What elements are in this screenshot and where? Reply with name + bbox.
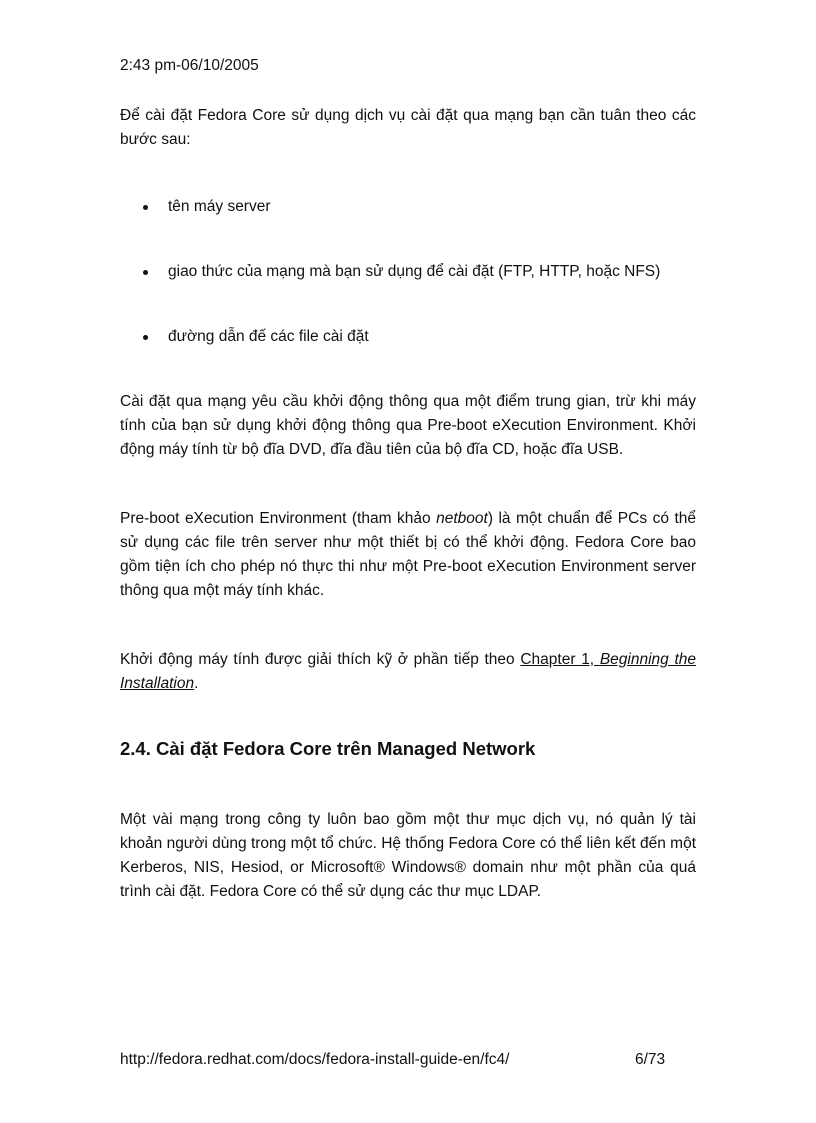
bullet-dot [143, 270, 148, 275]
reference-text-before: Khởi động máy tính được giải thích kỹ ở phần tiếp theo [120, 651, 521, 668]
list-item-text: tên máy server [168, 198, 271, 215]
chapter-link-title: Beginning the Installation [120, 651, 696, 692]
page-number: 6/73 [635, 1051, 666, 1068]
page-timestamp: 2:43 pm-06/10/2005 [120, 57, 259, 74]
intro-paragraph: Để cài đặt Fedora Core sử dụng dịch vụ cài đặt qua mạng bạn cần tuân theo các bước sau: [120, 107, 696, 148]
footer-url: http://fedora.redhat.com/docs/fedora-install-guide-en/fc4/ [120, 1051, 510, 1068]
pxe-text-before: Pre-boot eXecution Environment (tham khảo [120, 510, 437, 527]
list-item-text: đường dẫn đế các file cài đặt [168, 328, 369, 345]
section-heading: 2.4. Cài đặt Fedora Core trên Managed Network [120, 738, 536, 759]
bullet-dot [143, 205, 148, 210]
netboot-term: netboot [436, 510, 488, 527]
chapter-link-label: Chapter 1, [520, 651, 600, 668]
pxe-paragraph [120, 507, 696, 603]
bullet-dot [143, 335, 148, 340]
boot-paragraph: Cài đặt qua mạng yêu cầu khởi động thông qua một điểm trung gian, trừ khi máy tính của bạn sử dụng khởi động thông qua Pre-boot eXecution Environment. Khởi động máy tính từ bộ đĩa DVD, đĩa đầu tiên của bộ đĩa CD, hoặc đĩa USB. [120, 393, 696, 458]
reference-paragraph [120, 648, 696, 696]
reference-text-after: . [194, 675, 199, 692]
pxe-text-after: ) là một chuẩn để PCs có thể sử dụng các file trên server như một thiết bị có thể khởi động. Fedora Core bao gồm tiện ích cho phép nó thực thi như một Pre-boot eXecution Environment server thông qua một máy tính khác. [120, 510, 696, 599]
list-item-text: giao thức của mạng mà bạn sử dụng để cài đặt (FTP, HTTP, hoặc NFS) [168, 263, 661, 280]
section-body-paragraph: Một vài mạng trong công ty luôn bao gồm một thư mục dịch vụ, nó quản lý tài khoản người dùng trong một tổ chức. Hệ thống Fedora Core có thể liên kết đến một Kerberos, NIS, Hesiod, or Microsoft® Windows® domain như một phần của quá trình cài đặt. Fedora Core có thể sử dụng các thư mục LDAP. [120, 811, 696, 900]
